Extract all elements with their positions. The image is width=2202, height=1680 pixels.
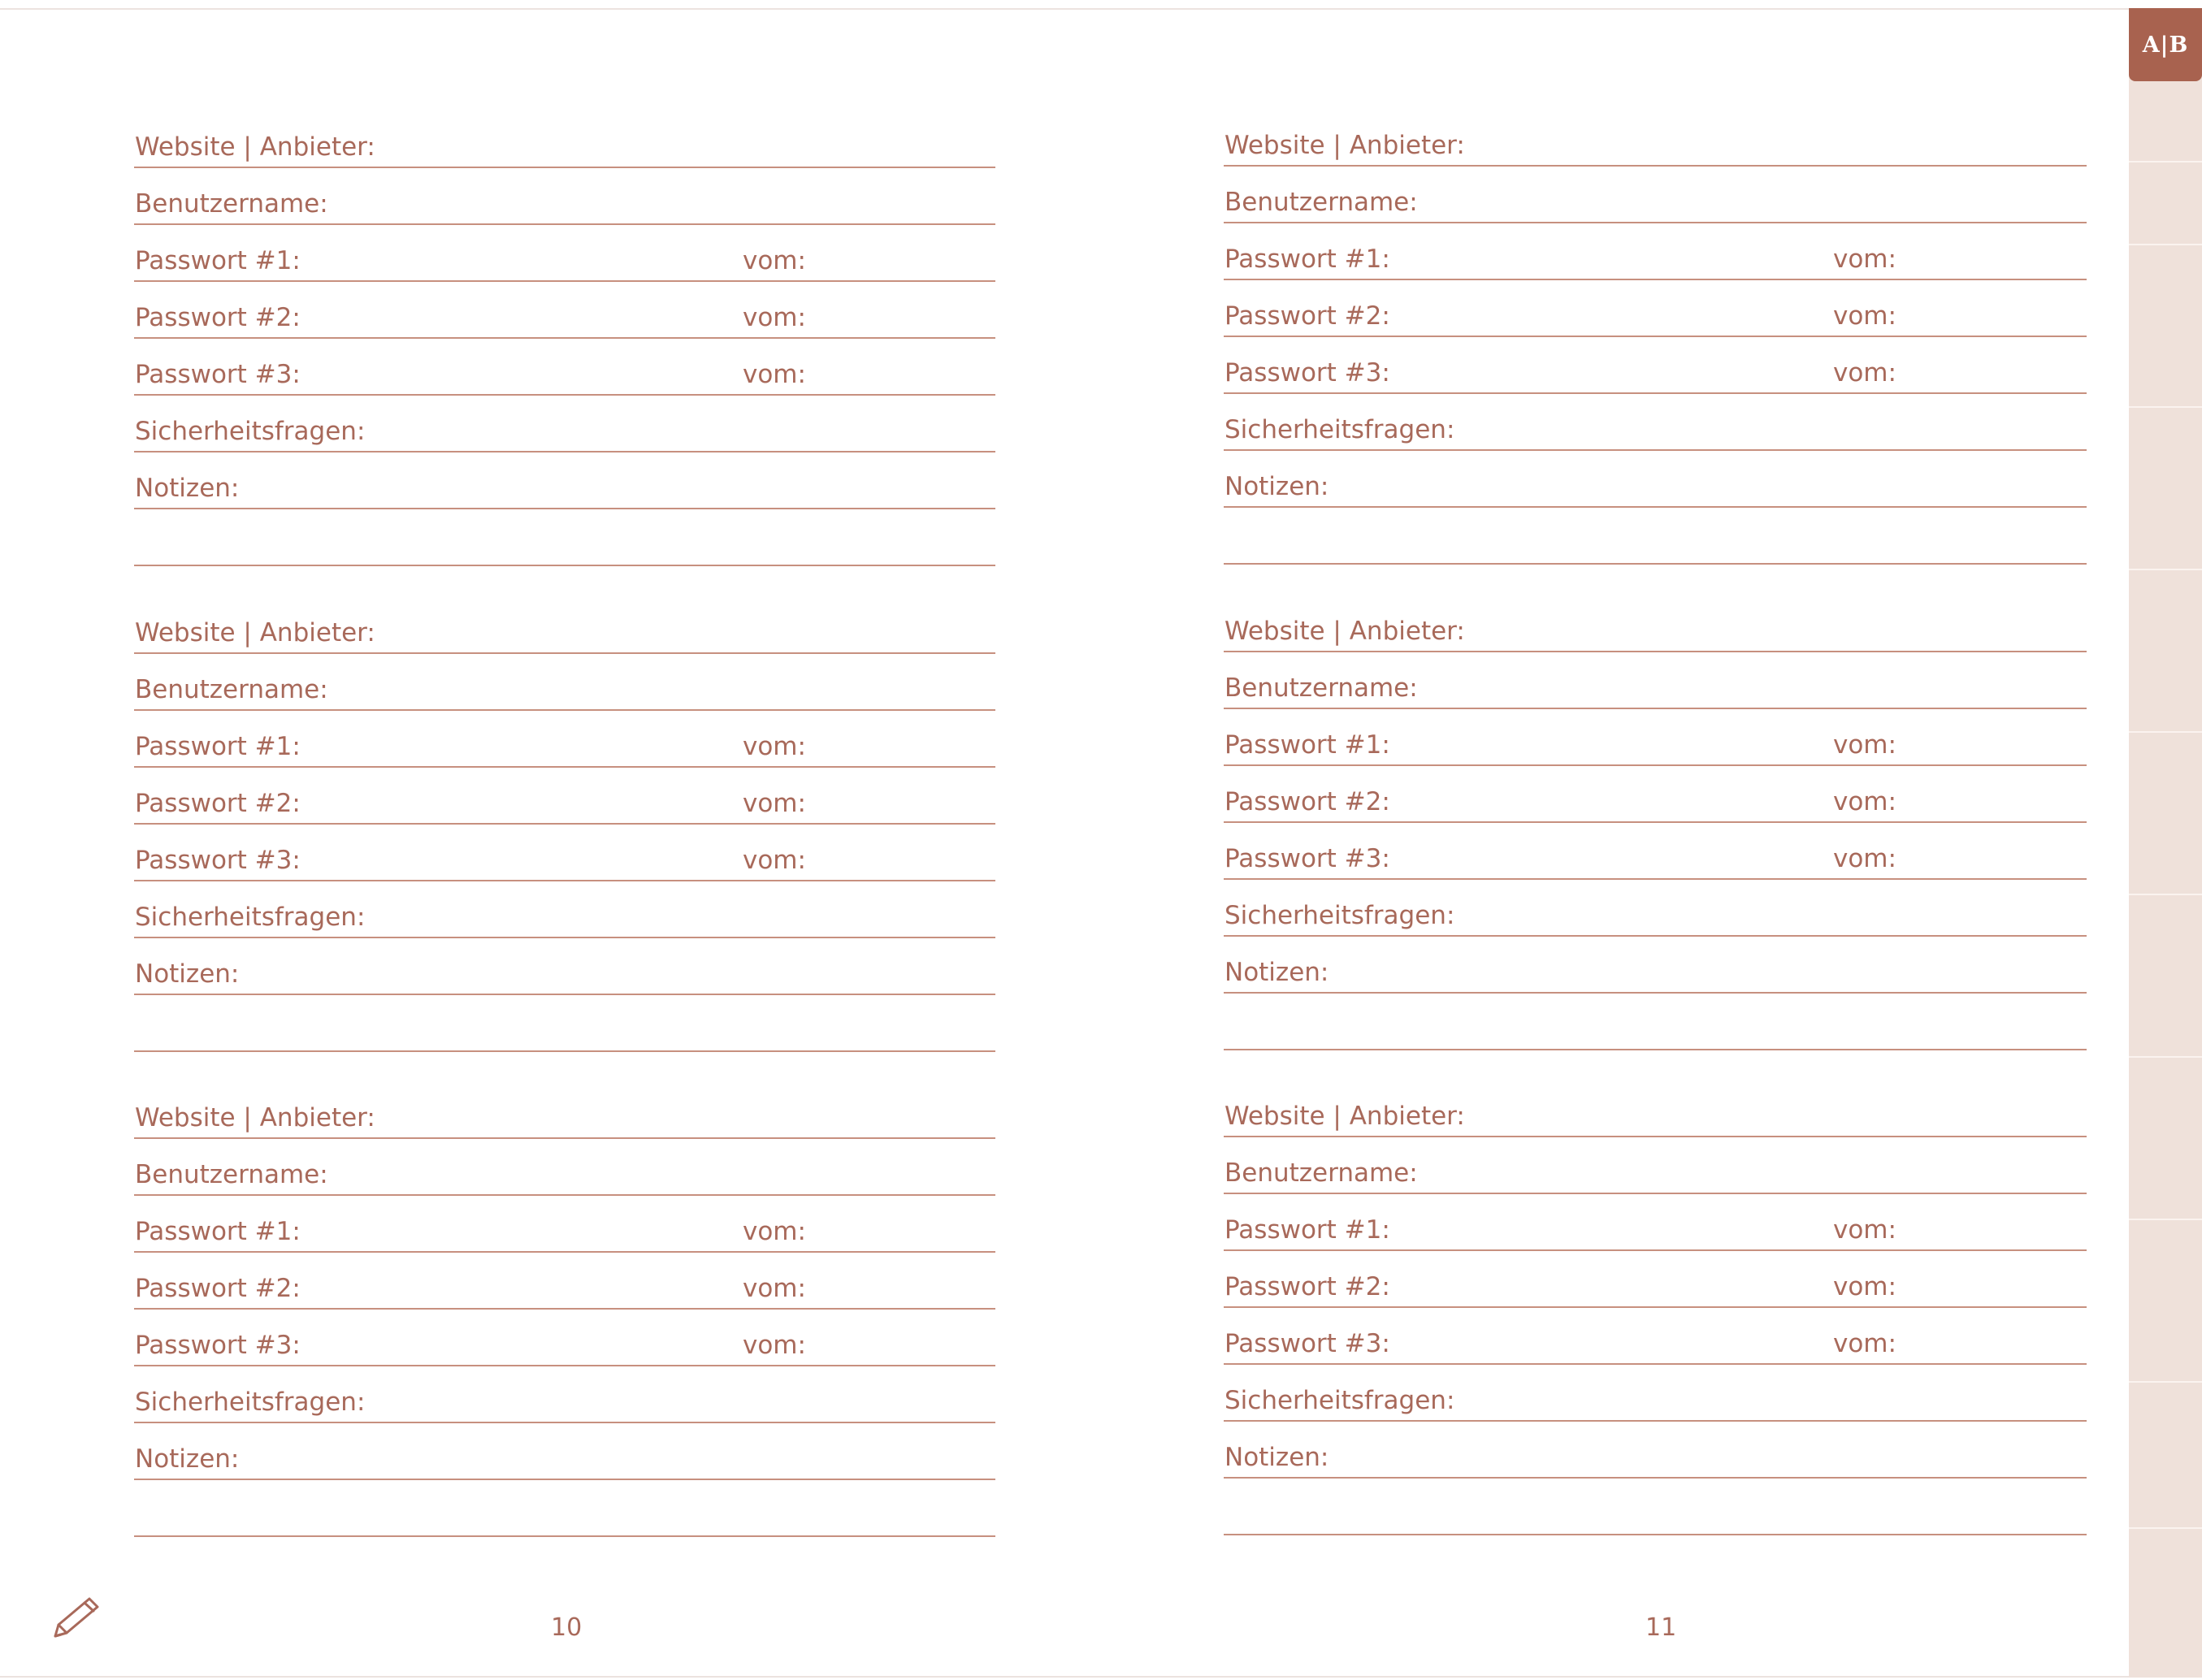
- tab-divider: [2129, 1219, 2202, 1220]
- date-label: vom:: [743, 1274, 806, 1303]
- pencil-icon: [50, 1594, 104, 1641]
- username-line[interactable]: [1224, 652, 2087, 709]
- tab-divider: [2129, 244, 2202, 245]
- password2-label: Passwort #2:: [1225, 1272, 1390, 1301]
- password2-line[interactable]: [134, 1253, 995, 1310]
- password1-line[interactable]: [1224, 709, 2087, 766]
- username-line[interactable]: [134, 1139, 995, 1196]
- password1-label: Passwort #1:: [1225, 245, 1390, 274]
- password2-line[interactable]: [134, 768, 995, 825]
- username-line[interactable]: [134, 168, 995, 225]
- security-line[interactable]: [1224, 394, 2087, 451]
- notes-label: Notizen:: [135, 474, 240, 503]
- index-tab-active[interactable]: [2129, 8, 2202, 81]
- date-label: vom:: [1833, 1329, 1896, 1358]
- notes-line[interactable]: [1224, 451, 2087, 508]
- password2-label: Passwort #2:: [1225, 787, 1390, 816]
- password3-line[interactable]: [134, 339, 995, 396]
- notes-line[interactable]: [134, 1423, 995, 1480]
- notes-extra-line[interactable]: [1224, 1479, 2087, 1535]
- password1-line[interactable]: [1224, 1194, 2087, 1251]
- date-label: vom:: [743, 846, 806, 875]
- date-label: vom:: [1833, 301, 1896, 331]
- password2-line[interactable]: [134, 282, 995, 339]
- username-label: Benutzername:: [1225, 1158, 1418, 1188]
- date-label: vom:: [1833, 1272, 1896, 1301]
- security-line[interactable]: [134, 881, 995, 938]
- username-label: Benutzername:: [1225, 188, 1418, 217]
- website-line[interactable]: [1224, 595, 2087, 652]
- date-label: vom:: [1833, 844, 1896, 873]
- password2-label: Passwort #2:: [135, 1274, 301, 1303]
- website-label: Website | Anbieter:: [135, 1103, 375, 1132]
- password1-line[interactable]: [134, 711, 995, 768]
- password3-label: Passwort #3:: [1225, 844, 1390, 873]
- date-label: vom:: [1833, 358, 1896, 388]
- password2-line[interactable]: [1224, 280, 2087, 337]
- password3-line[interactable]: [134, 825, 995, 881]
- date-label: vom:: [1833, 787, 1896, 816]
- security-line[interactable]: [1224, 1365, 2087, 1422]
- website-label: Website | Anbieter:: [135, 618, 375, 647]
- tab-divider: [2129, 1527, 2202, 1529]
- notes-label: Notizen:: [1225, 1443, 1329, 1472]
- password2-line[interactable]: [1224, 766, 2087, 823]
- website-line[interactable]: [134, 1082, 995, 1139]
- notes-line[interactable]: [1224, 937, 2087, 994]
- tab-divider: [2129, 1056, 2202, 1058]
- index-tab-label: A|B: [2142, 32, 2189, 58]
- page-number: 10: [551, 1613, 583, 1642]
- website-line[interactable]: [1224, 1080, 2087, 1137]
- index-tab-strip: [2129, 8, 2202, 1678]
- date-label: vom:: [1833, 730, 1896, 760]
- date-label: vom:: [743, 246, 806, 275]
- tab-divider: [2129, 406, 2202, 408]
- website-label: Website | Anbieter:: [135, 132, 375, 162]
- username-line[interactable]: [134, 654, 995, 711]
- password1-label: Passwort #1:: [135, 1217, 301, 1246]
- password2-line[interactable]: [1224, 1251, 2087, 1308]
- password3-line[interactable]: [1224, 337, 2087, 394]
- date-label: vom:: [743, 732, 806, 761]
- notes-label: Notizen:: [135, 959, 240, 989]
- left-page: [134, 0, 995, 1680]
- website-line[interactable]: [134, 597, 995, 654]
- password3-line[interactable]: [1224, 1308, 2087, 1365]
- tab-divider: [2129, 569, 2202, 570]
- notes-label: Notizen:: [1225, 958, 1329, 987]
- password1-line[interactable]: [1224, 223, 2087, 280]
- date-label: vom:: [743, 1217, 806, 1246]
- password1-line[interactable]: [134, 225, 995, 282]
- website-label: Website | Anbieter:: [1225, 1102, 1465, 1131]
- notes-extra-line[interactable]: [134, 509, 995, 566]
- website-label: Website | Anbieter:: [1225, 617, 1465, 646]
- username-label: Benutzername:: [1225, 673, 1418, 703]
- security-label: Sicherheitsfragen:: [135, 1388, 366, 1417]
- notes-line[interactable]: [134, 452, 995, 509]
- tab-divider: [2129, 731, 2202, 733]
- password1-line[interactable]: [134, 1196, 995, 1253]
- security-label: Sicherheitsfragen:: [1225, 1386, 1455, 1415]
- security-label: Sicherheitsfragen:: [1225, 901, 1455, 930]
- username-label: Benutzername:: [135, 189, 328, 219]
- notes-label: Notizen:: [1225, 472, 1329, 501]
- notes-extra-line[interactable]: [1224, 508, 2087, 565]
- website-line[interactable]: [1224, 110, 2087, 167]
- website-label: Website | Anbieter:: [1225, 131, 1465, 160]
- password3-label: Passwort #3:: [135, 1331, 301, 1360]
- password1-label: Passwort #1:: [1225, 730, 1390, 760]
- password3-label: Passwort #3:: [135, 360, 301, 389]
- notes-extra-line[interactable]: [1224, 994, 2087, 1050]
- date-label: vom:: [743, 303, 806, 332]
- notes-line[interactable]: [134, 938, 995, 995]
- right-page: [1224, 0, 2087, 1680]
- password1-label: Passwort #1:: [1225, 1215, 1390, 1245]
- date-label: vom:: [1833, 1215, 1896, 1245]
- password3-label: Passwort #3:: [1225, 1329, 1390, 1358]
- security-line[interactable]: [134, 1366, 995, 1423]
- security-label: Sicherheitsfragen:: [1225, 415, 1455, 444]
- tab-divider: [2129, 161, 2202, 162]
- notes-extra-line[interactable]: [134, 995, 995, 1052]
- username-label: Benutzername:: [135, 675, 328, 704]
- password2-label: Passwort #2:: [135, 303, 301, 332]
- page-number: 11: [1645, 1613, 1677, 1642]
- security-label: Sicherheitsfragen:: [135, 417, 366, 446]
- username-line[interactable]: [1224, 1137, 2087, 1194]
- date-label: vom:: [743, 1331, 806, 1360]
- security-label: Sicherheitsfragen:: [135, 903, 366, 932]
- password3-line[interactable]: [1224, 823, 2087, 880]
- password3-label: Passwort #3:: [1225, 358, 1390, 388]
- notes-extra-line[interactable]: [134, 1480, 995, 1537]
- username-label: Benutzername:: [135, 1160, 328, 1189]
- website-line[interactable]: [134, 111, 995, 168]
- security-line[interactable]: [134, 396, 995, 452]
- password2-label: Passwort #2:: [1225, 301, 1390, 331]
- notes-label: Notizen:: [135, 1444, 240, 1474]
- date-label: vom:: [743, 360, 806, 389]
- password3-label: Passwort #3:: [135, 846, 301, 875]
- password3-line[interactable]: [134, 1310, 995, 1366]
- username-line[interactable]: [1224, 167, 2087, 223]
- security-line[interactable]: [1224, 880, 2087, 937]
- password1-label: Passwort #1:: [135, 246, 301, 275]
- tab-divider: [2129, 1381, 2202, 1383]
- tab-divider: [2129, 894, 2202, 895]
- password2-label: Passwort #2:: [135, 789, 301, 818]
- date-label: vom:: [743, 789, 806, 818]
- password1-label: Passwort #1:: [135, 732, 301, 761]
- notes-line[interactable]: [1224, 1422, 2087, 1479]
- date-label: vom:: [1833, 245, 1896, 274]
